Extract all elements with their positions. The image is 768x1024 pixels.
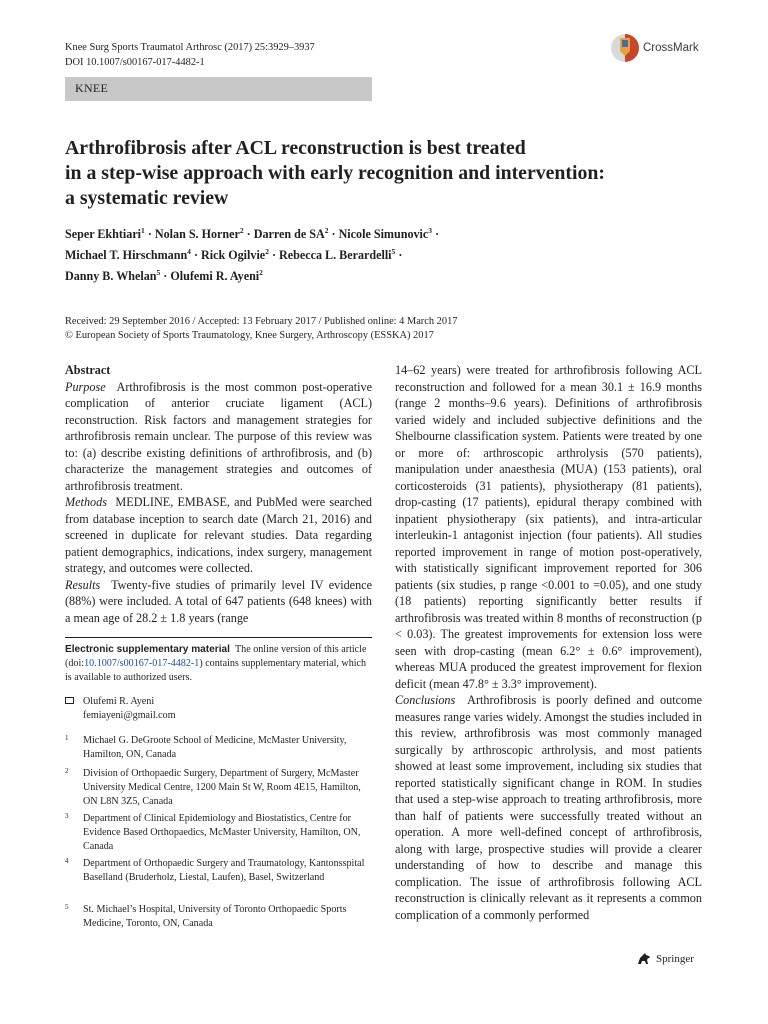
- author-name: Seper Ekhtiari: [65, 227, 142, 242]
- author-separator: ·: [144, 227, 155, 242]
- article-title: [65, 136, 705, 211]
- conclusions-label: Conclusions: [395, 693, 456, 707]
- author-separator: ·: [268, 248, 280, 263]
- author-affiliation-sup: 2: [259, 268, 263, 278]
- author-name: Nicole Simunovic: [338, 227, 429, 242]
- affiliation: [65, 857, 365, 885]
- affiliation-number: 5: [65, 903, 69, 911]
- author-line: [65, 222, 715, 243]
- conclusions-text: Arthrofibrosis is poorly defined and outcome measures range varies widely. Amongst the studies included in this review, arthrofibrosis was most commonly managed surgically by arthroscopic arthrolysis, and most patients showed at least some improvement, including six studies that reported statistically significant change in ROM. In studies that used a step-wise approach to treating arthrofibrosis, more than half of patients were successfully treated without an operation. A more well-defined concept of arthrofibrosis, along with large, prospective studies will provide a clearer understanding of how to describe and manage this complication. The issue of arthrofibrosis following ACL reconstruction is clinically relevant as it represents a common complication of a commonly performed: [395, 693, 702, 922]
- crossmark-label: CrossMark: [643, 42, 699, 54]
- affiliation: [65, 734, 365, 762]
- corresponding-email[interactable]: femiayeni@gmail.com: [83, 710, 176, 721]
- publisher-name: Springer: [656, 953, 694, 965]
- doi: DOI 10.1007/s00167-017-4482-1: [65, 57, 205, 68]
- affiliation-text: Department of Orthopaedic Surgery and Traumatology, Kantonsspital Baselland (Bruderholz, Liestal, Laufen), Basel, Switzerland: [83, 858, 365, 883]
- author-affiliation-sup: 2: [239, 226, 244, 235]
- title-line: Arthrofibrosis after ACL reconstruction is best treated: [65, 137, 526, 159]
- springer-horse-icon: [636, 952, 652, 966]
- journal-header: [65, 40, 315, 70]
- affiliation-number: 4: [65, 857, 69, 865]
- author-name: Rick Ogilvie: [201, 248, 266, 263]
- crossmark-badge[interactable]: [610, 31, 699, 65]
- abstract-purpose: [65, 379, 372, 495]
- affiliation-text: St. Michael’s Hospital, University of Toronto Orthopaedic Sports Medicine, Toronto, ON, Canada: [83, 904, 347, 929]
- author-affiliation-sup: 5: [391, 247, 396, 257]
- author-name: Darren de SA: [253, 227, 325, 242]
- author-affiliation-sup: 5: [156, 268, 161, 278]
- author-name: Danny B. Whelan: [65, 269, 157, 284]
- section-label: KNEE: [75, 81, 109, 95]
- affiliation: [65, 812, 365, 854]
- esm-label: Electronic supplementary material: [65, 644, 230, 655]
- author-separator: ·: [395, 248, 403, 263]
- envelope-icon: [65, 697, 74, 704]
- results-label: Results: [65, 577, 101, 592]
- corresponding-author: Olufemi R. Ayeni: [83, 696, 155, 707]
- results-text: Twenty-five studies of primarily level IV evidence (88%) were included. A total of 647 patients (648 knees) with a mean age of 28.2 ± 1.8 years (range: [65, 577, 373, 625]
- purpose-label: Purpose: [65, 379, 106, 394]
- author-name: Michael T. Hirschmann: [65, 248, 188, 263]
- affiliation-number: 3: [65, 812, 69, 820]
- affiliation-text: Michael G. DeGroote School of Medicine, McMaster University, Hamilton, ON, Canada: [83, 735, 347, 760]
- author-name: Olufemi R. Ayeni: [170, 269, 260, 284]
- electronic-supplementary-material: [65, 637, 372, 685]
- results-text-continued: 14–62 years) were treated for arthrofibrosis following ACL reconstruction and followed for a mean 30.1 ± 16.9 months (range 2 months–9.6 years). Definitions of arthrofibrosis varied widely and included subjective definitions and the Shelbourne classification system. Patients were treated by one or more of: arthroscopic arthrolysis (570 patients), manipulation under anaesthesia (MUA) (153 patients), oral corticosteroids (31 patients), physiotherapy (81 patients), drop-casting (17 patients), epidural therapy combined with inpatient physiotherapy (six patients), and intra-articular interleukin-1 antagonist injection (four patients). All studies reported improvement in range of motion post-operatively, with statistically significant improvement reported for 306 patients (six studies, p range <0.001 to =0.05), and one study (18 patients) reporting significantly better results if arthrofibrosis was treated within 8 months of reconstruction (p < 0.03). The greatest improvements for extension loss were seen with drop-casting (mean 6.2° ± 0.6° improvement), whereas MUA produced the greatest improvement for flexion deficit (mean 47.8° ± 3.3° improvement).: [395, 363, 702, 691]
- publisher-footer: [636, 952, 694, 966]
- title-line: in a step-wise approach with early recognition and intervention:: [65, 162, 605, 184]
- dates-line: Received: 29 September 2016 / Accepted: 13 February 2017 / Published online: 4 March 2017: [65, 316, 458, 327]
- author-line: [65, 243, 715, 264]
- publication-dates: [65, 315, 715, 343]
- affiliation-number: 2: [65, 767, 69, 775]
- abstract-conclusions: [395, 692, 702, 923]
- abstract-heading: Abstract: [65, 363, 111, 377]
- author-separator: ·: [328, 227, 339, 242]
- esm-doi-link[interactable]: 10.1007/s00167-017-4482-1: [84, 658, 200, 669]
- author-affiliation-sup: 2: [265, 247, 269, 257]
- journal-citation: Knee Surg Sports Traumatol Arthrosc (2017) 25:3929–3937: [65, 42, 315, 53]
- author-affiliation-sup: 1: [141, 226, 145, 235]
- esm-text: The online version of this article (doi:: [65, 644, 367, 669]
- affiliation-number: 1: [65, 734, 69, 742]
- affiliation-text: Division of Orthopaedic Surgery, Department of Surgery, McMaster University Medical Centre, 1200 Main St W, Room 4E15, Hamilton, ON L8N 3Z5, Canada: [83, 768, 361, 807]
- copyright-line: © European Society of Sports Traumatology, Knee Surgery, Arthroscopy (ESSKA) 2017: [65, 330, 434, 341]
- abstract-column-right: [395, 362, 702, 923]
- author-line: [65, 264, 715, 285]
- esm-text-after: ) contains supplementary material, which is available to authorized users.: [65, 658, 367, 683]
- crossmark-icon: [610, 31, 640, 65]
- affiliation: [65, 903, 365, 931]
- affiliation: [65, 767, 365, 809]
- author-affiliation-sup: 3: [428, 226, 433, 235]
- author-separator: ·: [243, 227, 254, 242]
- abstract-results-continued: [395, 362, 702, 692]
- abstract-methods: [65, 494, 372, 577]
- author-affiliation-sup: 4: [187, 247, 191, 257]
- correspondence: [65, 695, 372, 723]
- author-affiliation-sup: 2: [324, 226, 329, 235]
- section-bar: [65, 77, 372, 101]
- affiliation-text: Department of Clinical Epidemiology and Biostatistics, Centre for Evidence Based Orthopaedics, McMaster University, Hamilton, ON, Canada: [83, 813, 361, 852]
- author-name: Nolan S. Horner: [154, 227, 240, 242]
- abstract-results: [65, 577, 372, 627]
- methods-label: Methods: [65, 495, 107, 509]
- author-separator: ·: [160, 269, 171, 284]
- author-name: Rebecca L. Berardelli: [279, 248, 392, 263]
- author-separator: ·: [190, 248, 202, 263]
- author-list: [65, 222, 715, 285]
- methods-text: MEDLINE, EMBASE, and PubMed were searched from database inception to search date (March 21, 2016) and screened in duplicate for relevant studies. Data regarding patient demographics, indications, index surgery, management strategy, and outcomes were collected.: [65, 495, 373, 575]
- author-separator: ·: [432, 227, 440, 242]
- purpose-text: Arthrofibrosis is the most common post-operative complication of anterior cruciate ligament (ACL) reconstruction. Risk factors and management strategies for arthrofibrosis remain unclear. The purpose of this review was to: (a) describe existing definitions of arthrofibrosis, and (b) characterize the management strategies and outcomes of arthrofibrosis treatment.: [65, 379, 372, 493]
- abstract-column-left: [65, 362, 372, 626]
- title-line: a systematic review: [65, 187, 229, 209]
